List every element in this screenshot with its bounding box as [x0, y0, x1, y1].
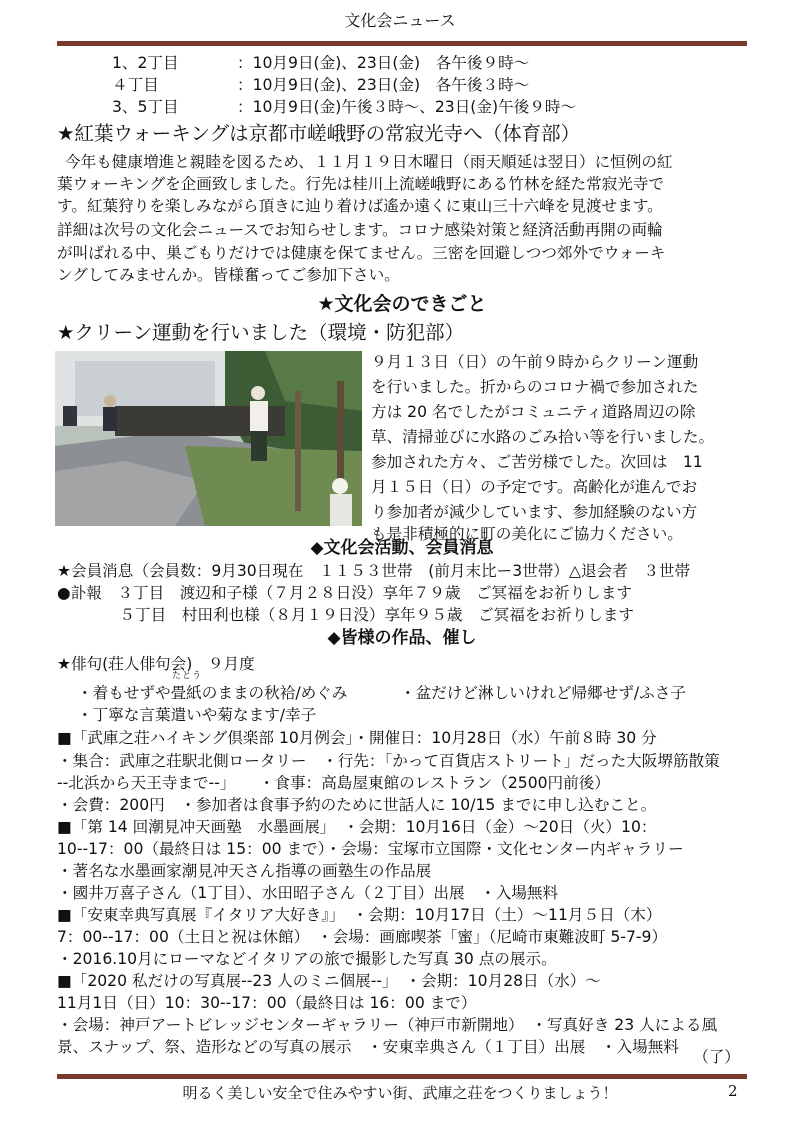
newsletter-title: 文化会ニュース — [344, 11, 456, 30]
cleanup-photo — [55, 351, 362, 526]
event-line: ■「武庫之荘ハイキング倶楽部 10月例会」・開催日：10月28日（水）午前８時 30 分 — [57, 729, 657, 747]
autumn-walk-text: 今年も健康増進と親睦を図るため、１１月１９日木曜日（雨天順延は翌日）に恒例の紅 — [65, 153, 673, 171]
event-line: ・集合：武庫之荘駅北側ロータリー ・行先：「かって百貨店ストリート」だった大阪堺筋散策 — [57, 752, 720, 770]
schedule-area: ４丁目 — [112, 76, 159, 94]
page-number: 2 — [728, 1082, 738, 1100]
event-line: 7：00--17：00（土日と祝は休館） ・会場：画廊喫茶「蜜」（尼崎市東難波町 5-7-9） — [57, 928, 668, 946]
event-line: ・会費：200円 ・参加者は食事予約のために世話人に 10/15 までに申し込むこと。 — [57, 796, 657, 814]
schedule-time: ：10月9日(金)、23日(金) 各午後９時～ — [237, 54, 530, 72]
header-divider — [57, 41, 747, 46]
footer-divider — [57, 1074, 747, 1079]
autumn-walk-text: 詳細は次号の文化会ニュースでお知らせします。コロナ感染対策と経済活動再開の両輪 — [57, 221, 663, 239]
cleanup-text: り参加者が減少しています、参加経験のない方 — [371, 503, 698, 521]
cleanup-text: 参加された方々、ご苦労様でした。次回は 11 — [371, 453, 703, 471]
event-line: ・2016.10月にローマなどイタリアの旅で撮影した写真 30 点の展示。 — [57, 950, 557, 968]
schedule-area: 1、2丁目 — [112, 54, 179, 72]
cleanup-text: を行いました。折からのコロナ禍で参加された — [371, 378, 699, 396]
schedule-row — [112, 52, 529, 74]
cleanup-text: も是非積極的に町の美化にご協力ください。 — [371, 525, 683, 543]
schedule-time: ：10月9日(金)、23日(金) 各午後３時～ — [237, 76, 530, 94]
event-line: 11月1日（日）10：30--17：00（最終日は 16：00 まで） — [57, 994, 477, 1012]
members-status: ★会員消息（会員数：9月30日現在 １１５３世帯 (前月末比ー3世帯）△退会者 ３世帯 — [57, 562, 691, 580]
haiku-heading: ★俳句(荘人俳句会) ９月度 — [57, 655, 255, 673]
event-line: ■「2020 私だけの写真展--23 人のミニ個展--」 ・会期：10月28日（水）～ — [57, 972, 602, 990]
works-section-title: ◆皆様の作品、催し — [327, 628, 477, 648]
event-line: 10--17：00（最終日は 15：00 まで）・会場：宝塚市立国際・文化センター内ギャラリー — [57, 840, 684, 858]
haiku-item: ・盆だけど淋しいけれど帰郷せず/ふさ子 — [400, 684, 686, 702]
cleanup-text: 方は 20 名でしたがコミュニティ道路周辺の除 — [371, 403, 696, 421]
haiku-item: ・丁寧な言葉遣いや菊なます/幸子 — [77, 706, 317, 724]
autumn-walk-text: す。紅葉狩りを楽しみながら頂きに辿り着けば遙か遠くに東山三十六峰を見渡せます。 — [57, 197, 663, 215]
schedule-time: ：10月9日(金)午後３時～、23日(金)午後９時～ — [237, 98, 577, 116]
schedule-area: 3、5丁目 — [112, 98, 179, 116]
event-line: ・著名な水墨画家潮見冲天さん指導の画塾生の作品展 — [57, 862, 432, 880]
event-line: ・会場：神戸アートビレッジセンターギャラリー（神戸市新開地） ・写真好き 23 人による風 — [57, 1016, 718, 1034]
autumn-walk-heading: ★紅葉ウォーキングは京都市嵯峨野の常寂光寺へ（体育部） — [57, 122, 581, 145]
obituary-line: ●訃報 ３丁目 渡辺和子様（７月２８日没）享年７９歳 ご冥福をお祈りします — [57, 584, 632, 602]
events-section-title: ★文化会のできごと — [317, 293, 487, 315]
cleanup-text: ９月１３日（日）の午前９時からクリーン運動 — [371, 353, 699, 371]
schedule-row — [112, 96, 576, 118]
haiku-item: ・着もせずや畳紙のままの秋袷/めぐみ — [77, 684, 348, 702]
members-section-title: ◆文化会活動、会員消息 — [310, 538, 494, 558]
obituary-line: ５丁目 村田利也様（８月１９日没）享年９５歳 ご冥福をお祈りします — [57, 606, 634, 624]
autumn-walk-text: 葉ウォーキングを企画致しました。行先は桂川上流嵯峨野にある竹林を経た常寂光寺で — [57, 175, 665, 193]
furigana: たとう — [172, 671, 203, 681]
cleanup-text: 月１５日（日）の予定です。高齢化が進んでお — [371, 478, 698, 496]
event-line: ・國井万喜子さん（1丁目）、水田昭子さん（２丁目）出展 ・入場無料 — [57, 884, 559, 902]
event-line: 景、スナップ、祭、造形などの写真の展示 ・安東幸典さん（１丁目）出展 ・入場無料 — [57, 1038, 679, 1056]
event-line: ■「安東幸典写真展『イタリア大好き』」 ・会期：10月17日（土）～11月５日（木） — [57, 906, 662, 924]
cleanup-heading: ★クリーン運動を行いました（環境・防犯部） — [57, 321, 465, 344]
autumn-walk-text: が叫ばれる中、巣ごもりだけでは健康を保てません。三密を回避しつつ郊外でウォーキ — [57, 244, 666, 262]
event-line: ■「第 14 回潮見冲天画塾 水墨画展」 ・会期：10月16日（金）～20日（火）10： — [57, 818, 657, 836]
event-line: --北浜から天王寺まで--」 ・食事：高島屋東館のレストラン（2500円前後） — [57, 774, 610, 792]
schedule-row — [112, 74, 529, 96]
autumn-walk-text: ングしてみませんか。皆様奮ってご参加下さい。 — [57, 266, 400, 284]
cleanup-text: 草、清掃並びに水路のごみ拾い等を行いました。 — [371, 428, 715, 446]
footer-slogan: 明るく美しい安全で住みやすい街、武庫之荘をつくりましょう！ — [182, 1084, 618, 1102]
end-mark: （了） — [693, 1048, 740, 1066]
